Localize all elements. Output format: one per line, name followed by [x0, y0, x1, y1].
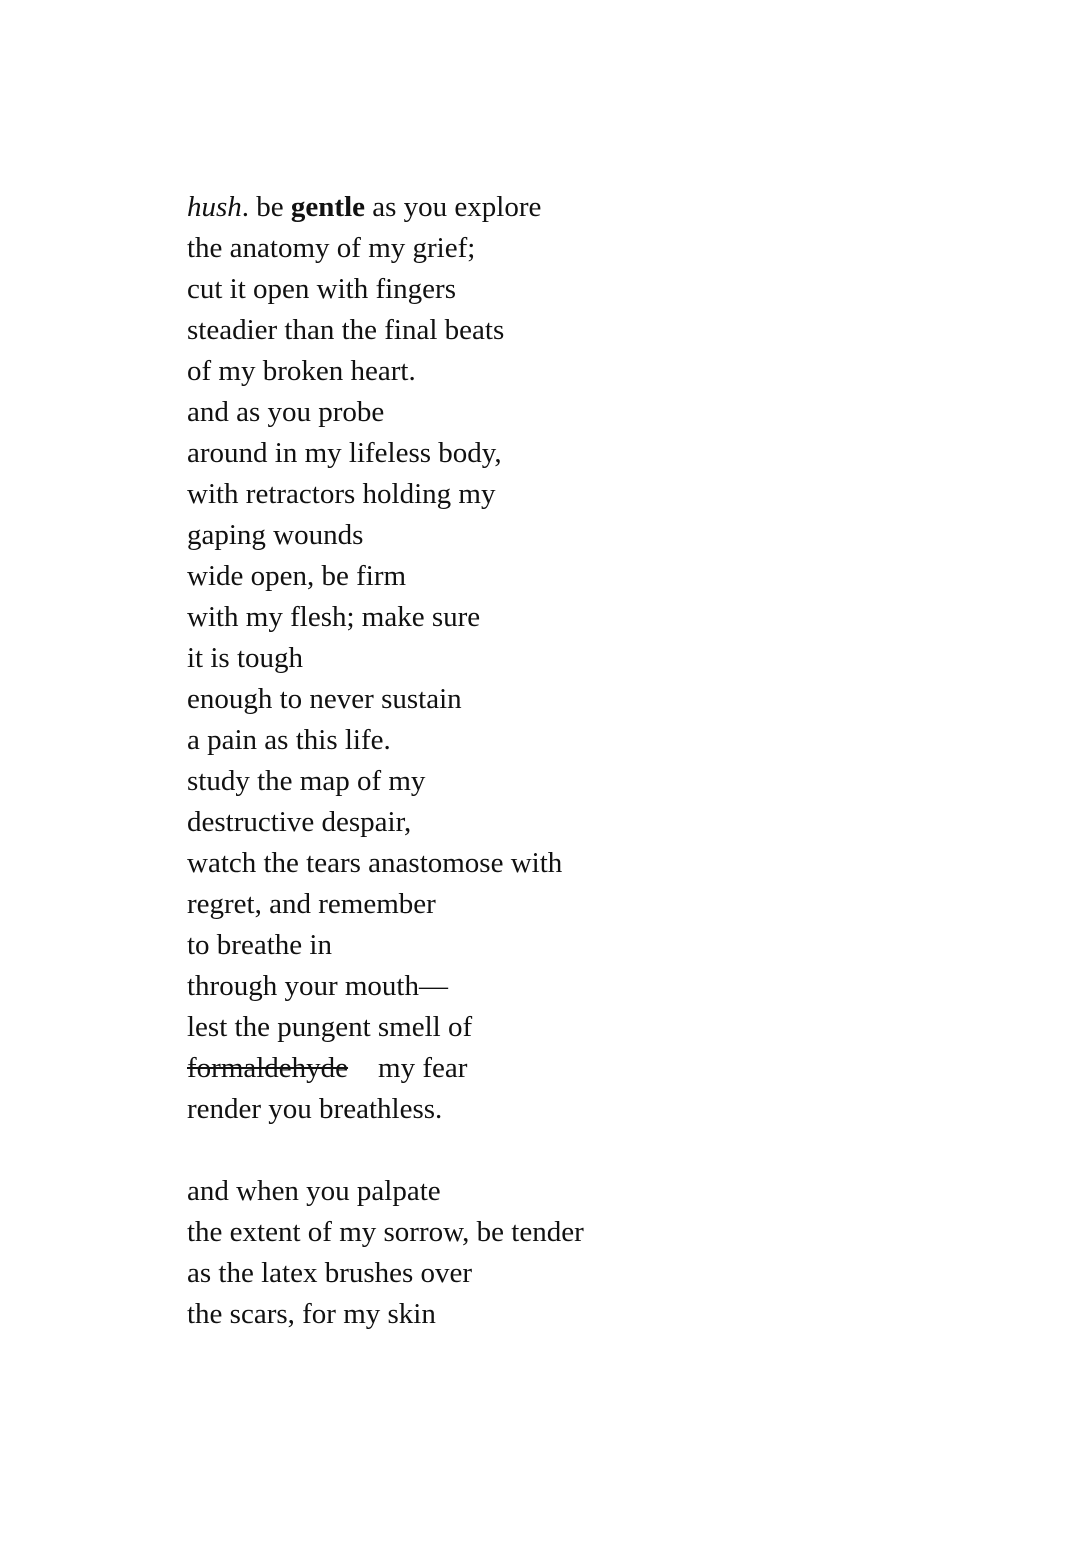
- stanza-2: [187, 1171, 887, 1335]
- poem-line-struck: [187, 1048, 887, 1089]
- poem-line: a pain as this life.: [187, 724, 391, 756]
- poem-line: the extent of my sorrow, be tender: [187, 1216, 584, 1248]
- line-text: . be: [241, 191, 291, 223]
- poem: [187, 187, 887, 1335]
- struck-word: formaldehyde: [187, 1052, 349, 1084]
- poem-line: with retractors holding my: [187, 478, 496, 510]
- poem-line: destructive despair,: [187, 806, 412, 838]
- poem-line: around in my lifeless body,: [187, 437, 502, 469]
- poem-line: of my broken heart.: [187, 355, 416, 387]
- poem-line: cut it open with fingers: [187, 273, 457, 305]
- poem-line: study the map of my: [187, 765, 426, 797]
- poem-line: wide open, be firm: [187, 560, 407, 592]
- poem-line: steadier than the final beats: [187, 314, 505, 346]
- stanza-break: [187, 1130, 887, 1171]
- italic-word: hush: [187, 191, 242, 223]
- poem-line: [187, 187, 887, 228]
- poem-line: and as you probe: [187, 396, 385, 428]
- poem-line: with my flesh; make sure: [187, 601, 481, 633]
- stanza-1: [187, 187, 887, 1130]
- poem-line: and when you palpate: [187, 1175, 441, 1207]
- poem-line: regret, and remember: [187, 888, 436, 920]
- poem-line: the scars, for my skin: [187, 1298, 436, 1330]
- line-text: as you explore: [365, 191, 542, 223]
- poem-line: through your mouth—: [187, 970, 448, 1002]
- poem-line: it is tough: [187, 642, 304, 674]
- poem-line: lest the pungent smell of: [187, 1011, 473, 1043]
- poem-line: gaping wounds: [187, 519, 364, 551]
- bold-word: gentle: [290, 191, 366, 223]
- poem-line: enough to never sustain: [187, 683, 462, 715]
- poem-line: as the latex brushes over: [187, 1257, 473, 1289]
- poem-line: the anatomy of my grief;: [187, 232, 476, 264]
- poem-line: to breathe in: [187, 929, 332, 961]
- poem-line: render you breathless.: [187, 1093, 443, 1125]
- replacement-text: my fear: [378, 1052, 468, 1084]
- poem-line: watch the tears anastomose with: [187, 847, 563, 879]
